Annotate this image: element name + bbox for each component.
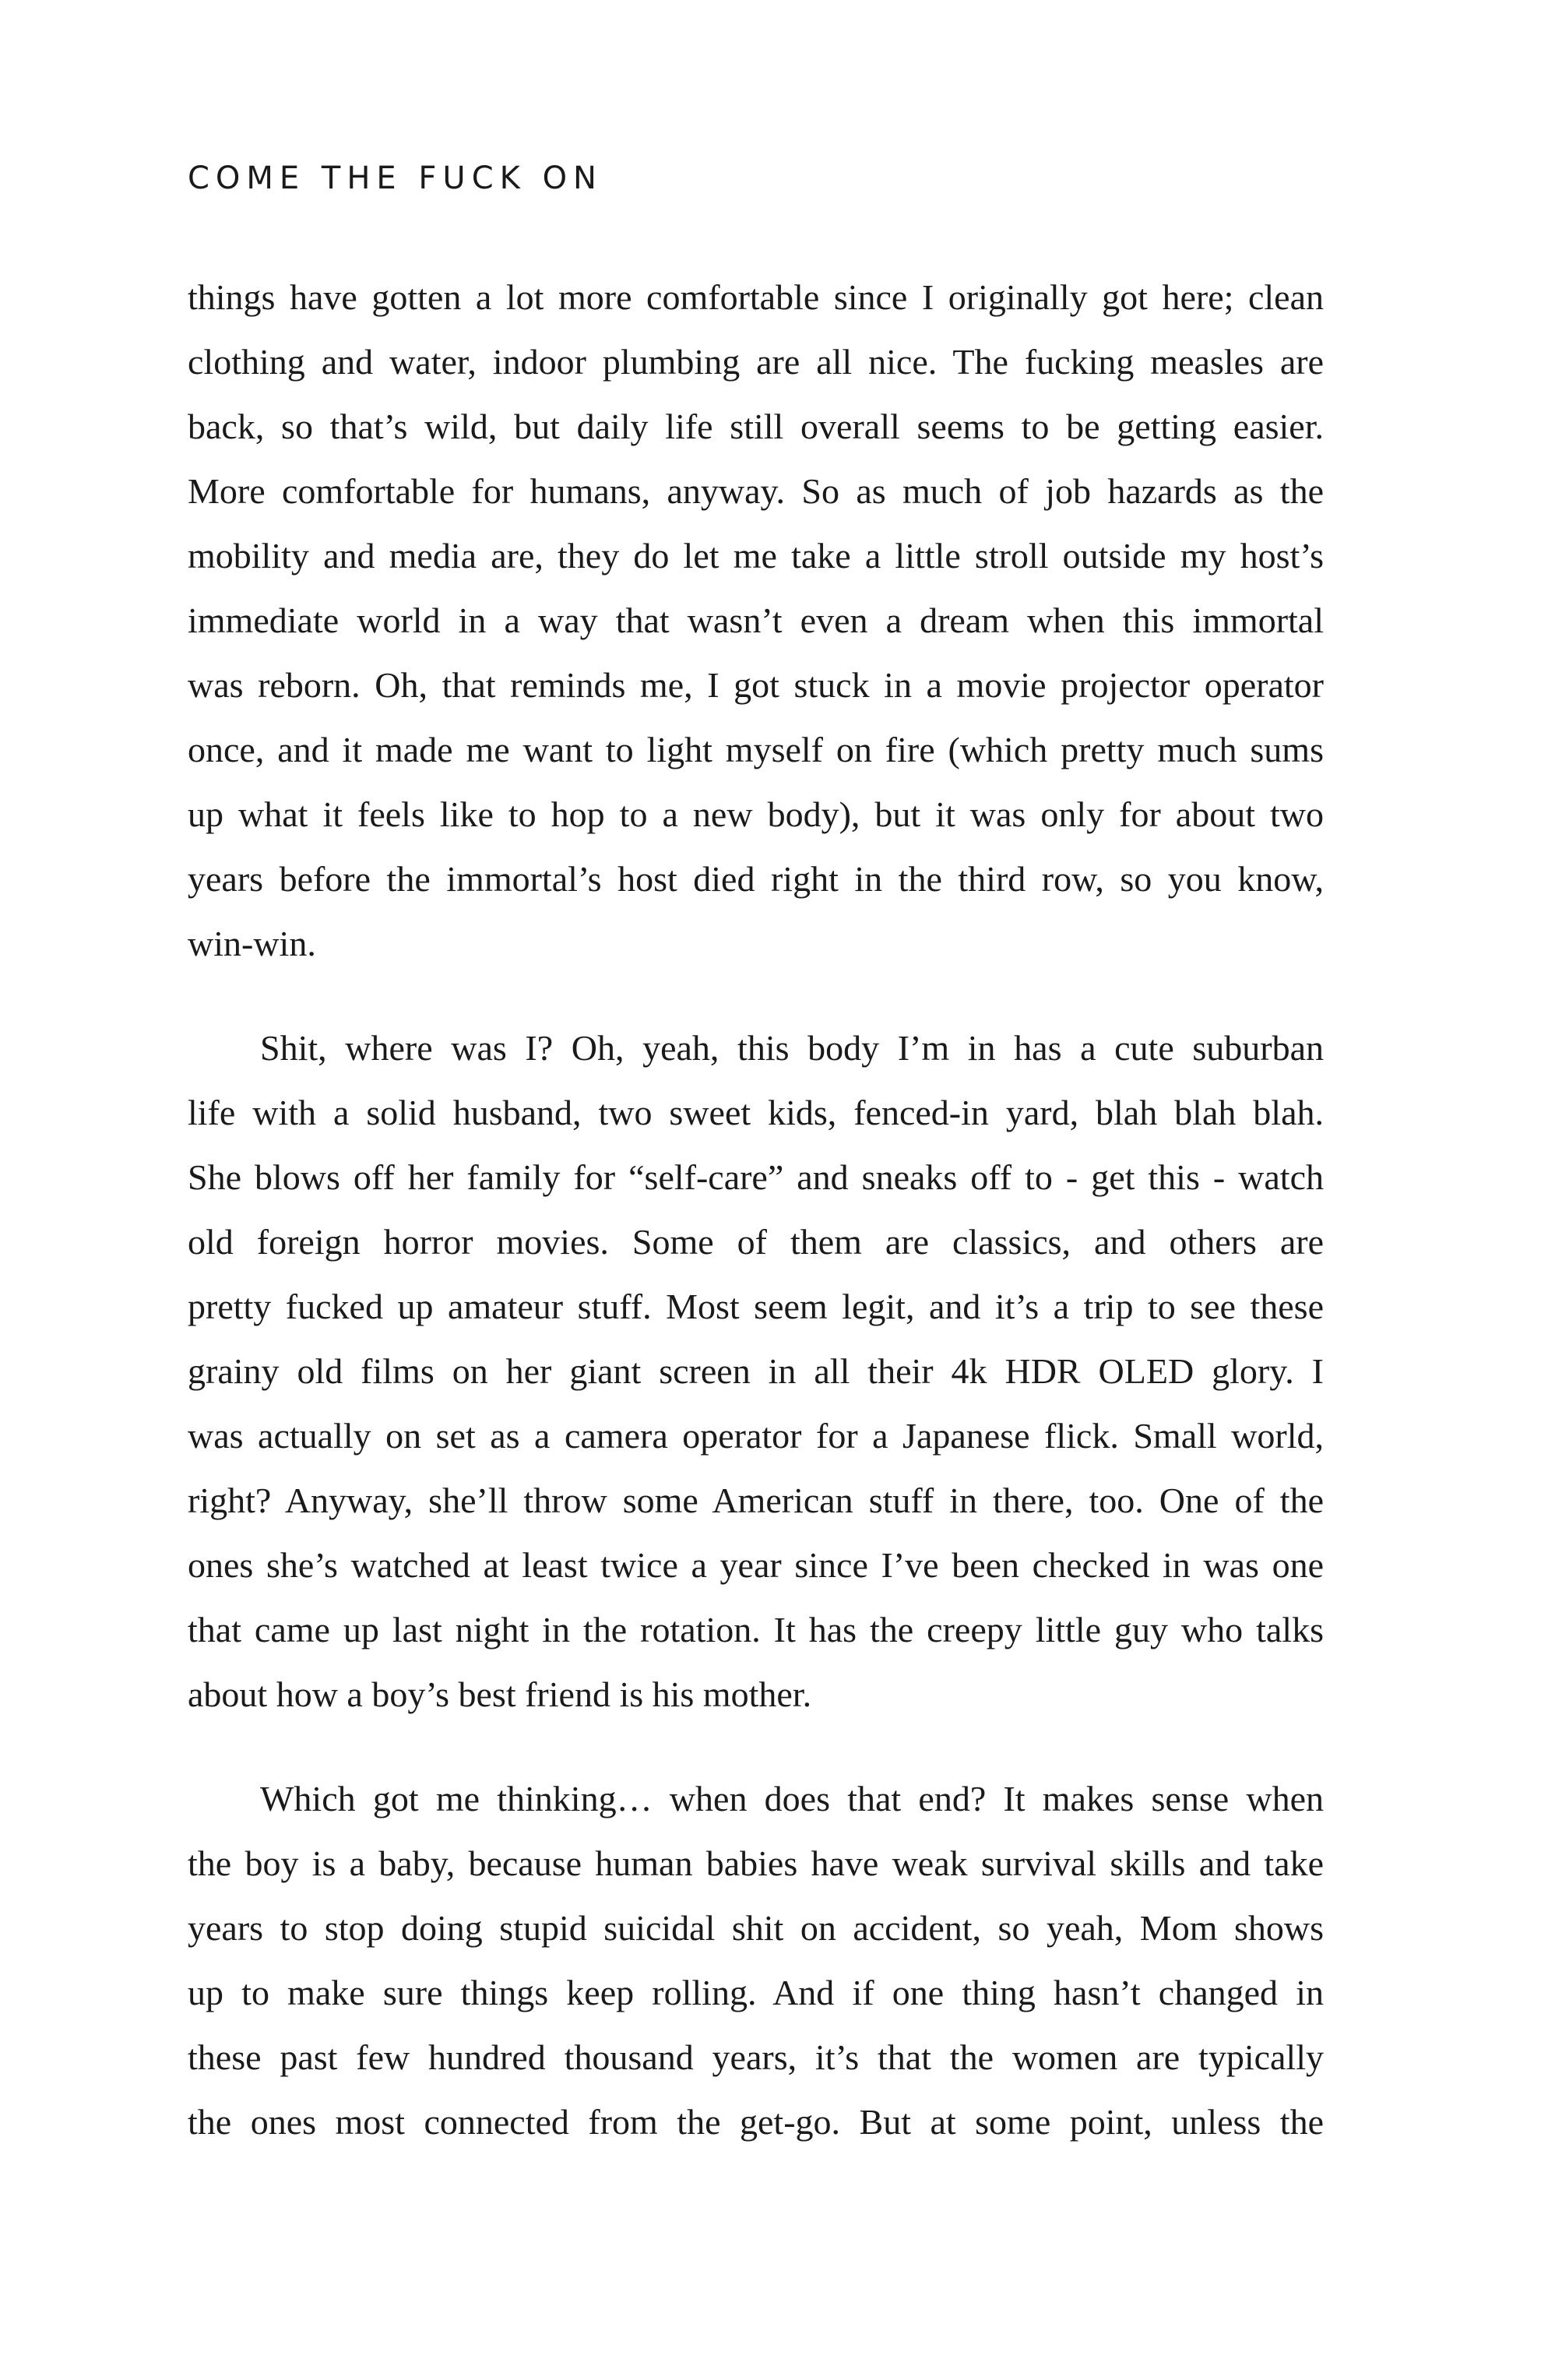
text-line: years before the immortal’s host died right in the third row, so you know, <box>188 859 1324 899</box>
text-line: win-win. <box>188 924 316 963</box>
text-line: pretty fucked up amateur stuff. Most seem legit, and it’s a trip to see these <box>188 1287 1324 1326</box>
text-line: up to make sure things keep rolling. And if one thing hasn’t changed in <box>188 1973 1324 2012</box>
text-line: the boy is a baby, because human babies have weak survival skills and take <box>188 1843 1324 1883</box>
running-head: COME THE FUCK ON <box>188 160 603 196</box>
body-text <box>188 265 1324 2194</box>
paragraph <box>188 265 1324 976</box>
text-line: clothing and water, indoor plumbing are all nice. The fucking measles are <box>188 342 1324 382</box>
text-line: mobility and media are, they do let me take a little stroll outside my host’s <box>188 536 1324 576</box>
text-line: right? Anyway, she’ll throw some American stuff in there, too. One of the <box>188 1480 1324 1520</box>
text-line: Shit, where was I? Oh, yeah, this body I’m in has a cute suburban <box>260 1028 1324 1068</box>
text-line: ones she’s watched at least twice a year since I’ve been checked in was one <box>188 1545 1324 1585</box>
text-line: these past few hundred thousand years, it’s that the women are typically <box>188 2037 1324 2077</box>
paragraph <box>188 1766 1324 2154</box>
text-line: years to stop doing stupid suicidal shit on accident, so yeah, Mom shows <box>188 1908 1324 1948</box>
text-line: immediate world in a way that wasn’t even a dream when this immortal <box>188 600 1324 640</box>
text-line: things have gotten a lot more comfortable since I originally got here; clean <box>188 277 1324 317</box>
text-line: grainy old films on her giant screen in all their 4k HDR OLED glory. I <box>188 1351 1324 1391</box>
text-line: up what it feels like to hop to a new body), but it was only for about two <box>188 794 1324 834</box>
text-line: once, and it made me want to light myself on fire (which pretty much sums <box>188 730 1324 769</box>
text-line: She blows off her family for “self-care” and sneaks off to - get this - watch <box>188 1157 1324 1197</box>
paragraph <box>188 1016 1324 1727</box>
text-line: the ones most connected from the get-go. But at some point, unless the <box>188 2102 1324 2142</box>
text-line: life with a solid husband, two sweet kids, fenced-in yard, blah blah blah. <box>188 1093 1324 1132</box>
text-line: about how a boy’s best friend is his mother. <box>188 1674 812 1714</box>
text-line: back, so that’s wild, but daily life still overall seems to be getting easier. <box>188 407 1324 446</box>
text-line: was reborn. Oh, that reminds me, I got stuck in a movie projector operator <box>188 665 1324 705</box>
text-line: old foreign horror movies. Some of them are classics, and others are <box>188 1222 1324 1262</box>
text-line: that came up last night in the rotation. It has the creepy little guy who talks <box>188 1610 1324 1649</box>
text-line: Which got me thinking… when does that end? It makes sense when <box>260 1779 1324 1818</box>
text-line: was actually on set as a camera operator for a Japanese flick. Small world, <box>188 1416 1324 1456</box>
text-line: More comfortable for humans, anyway. So as much of job hazards as the <box>188 471 1324 511</box>
